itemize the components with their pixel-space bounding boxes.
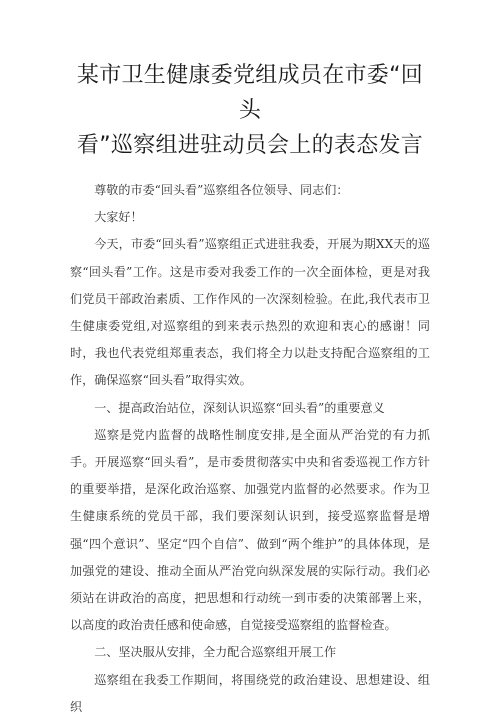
document-body [70, 177, 430, 721]
section-2-paragraph: 巡察组在我委工作期间，将围绕党的政治建设、思想建设、组织 [70, 672, 430, 714]
section-1-paragraph: 巡察是党内监督的战略性制度安排,是全面从严治党的有力抓手。开展巡察“回头看”，是市委贯彻落实中央和省委巡视工作方针的重要举措，是深化政治巡察、加强党内监督的必然要求。作为卫生健康系统的党员干部，我们要深刻认识到，接受巡察监督是增强“四个意识”、坚定“四个自信”、做到“两个维护”的具体体现，是加强党的建设、推动全面从严治党向纵深发展的实际行动。我们必须站在讲政治的高度，把思想和行动统一到市委的决策部署上来，以高度的政治责任感和使命感，自觉接受巡察组的监督检查。 [70, 427, 430, 633]
document-title [70, 58, 430, 163]
title-line-1: 某市卫生健康委党组成员在市委“回头 [76, 63, 424, 123]
section-heading-1: 一、提高政治站位，深刻认识巡察“回头看”的重要意义 [94, 400, 385, 415]
salutation: 尊敬的市委“回头看”巡察组各位领导、同志们： [94, 183, 349, 197]
intro-paragraph: 今天，市委“回头看”巡察组正式进驻我委，开展为期XX天的巡察“回头看”工作。这是市委对我委工作的一次全面体检，更是对我们党员干部政治素质、工作作风的一次深刻检验。在此,我代表市卫生健康委党组,对巡察组的到来表示热烈的欢迎和衷心的感谢！同时，我也代表党组郑重表态，我们将全力以赴支持配合巡察组的工作，确保巡察“回头看”取得实效。 [70, 237, 430, 388]
title-line-2: 看”巡察组进驻动员会上的表态发言 [76, 133, 424, 158]
greeting: 大家好！ [94, 210, 143, 225]
section-heading-2: 二、坚决服从安排，全力配合巡察组开展工作 [94, 645, 337, 660]
